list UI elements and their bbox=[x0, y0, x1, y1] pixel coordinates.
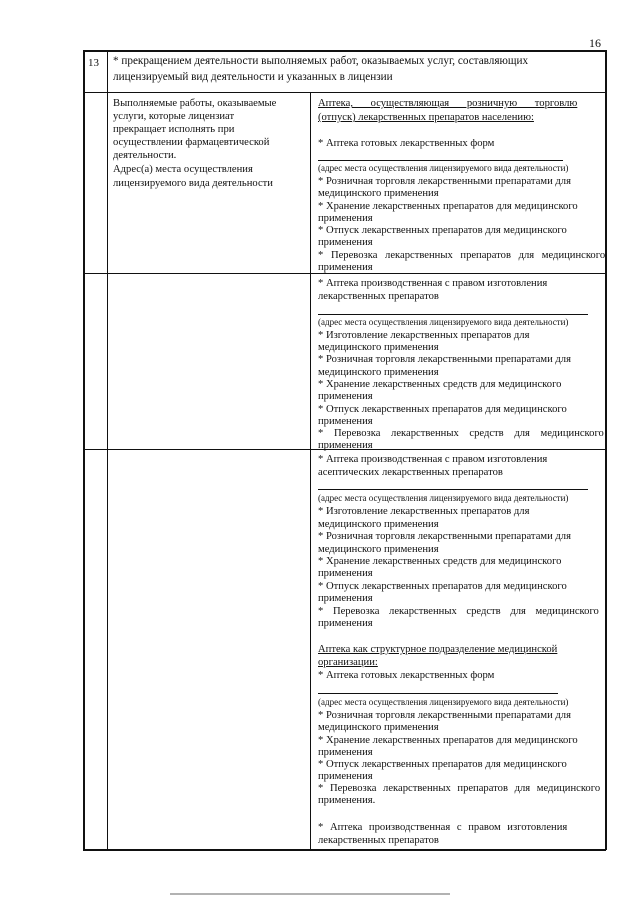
header-line-2: лицензируемый вид деятельности и указанных в лицензии bbox=[113, 71, 393, 83]
header-line-1: * прекращением деятельности выполняемых работ, оказываемых услуг, составляющих bbox=[113, 55, 529, 67]
table-border-top bbox=[83, 50, 606, 52]
section-title: Аптека как структурное подразделение медицинской bbox=[318, 644, 558, 655]
column-divider bbox=[310, 92, 311, 850]
address-blank-line bbox=[318, 693, 558, 694]
row-number: 13 bbox=[88, 57, 99, 69]
address-blank-line bbox=[318, 160, 563, 161]
address-blank-line bbox=[318, 314, 588, 315]
address-blank-line bbox=[318, 489, 588, 490]
page-number: 16 bbox=[589, 36, 601, 50]
table-border-bottom bbox=[83, 849, 606, 851]
section-title: Аптека, осуществляющая розничную торговлю bbox=[318, 98, 578, 109]
scan-artifact bbox=[170, 893, 450, 895]
header-row-divider bbox=[83, 92, 606, 93]
